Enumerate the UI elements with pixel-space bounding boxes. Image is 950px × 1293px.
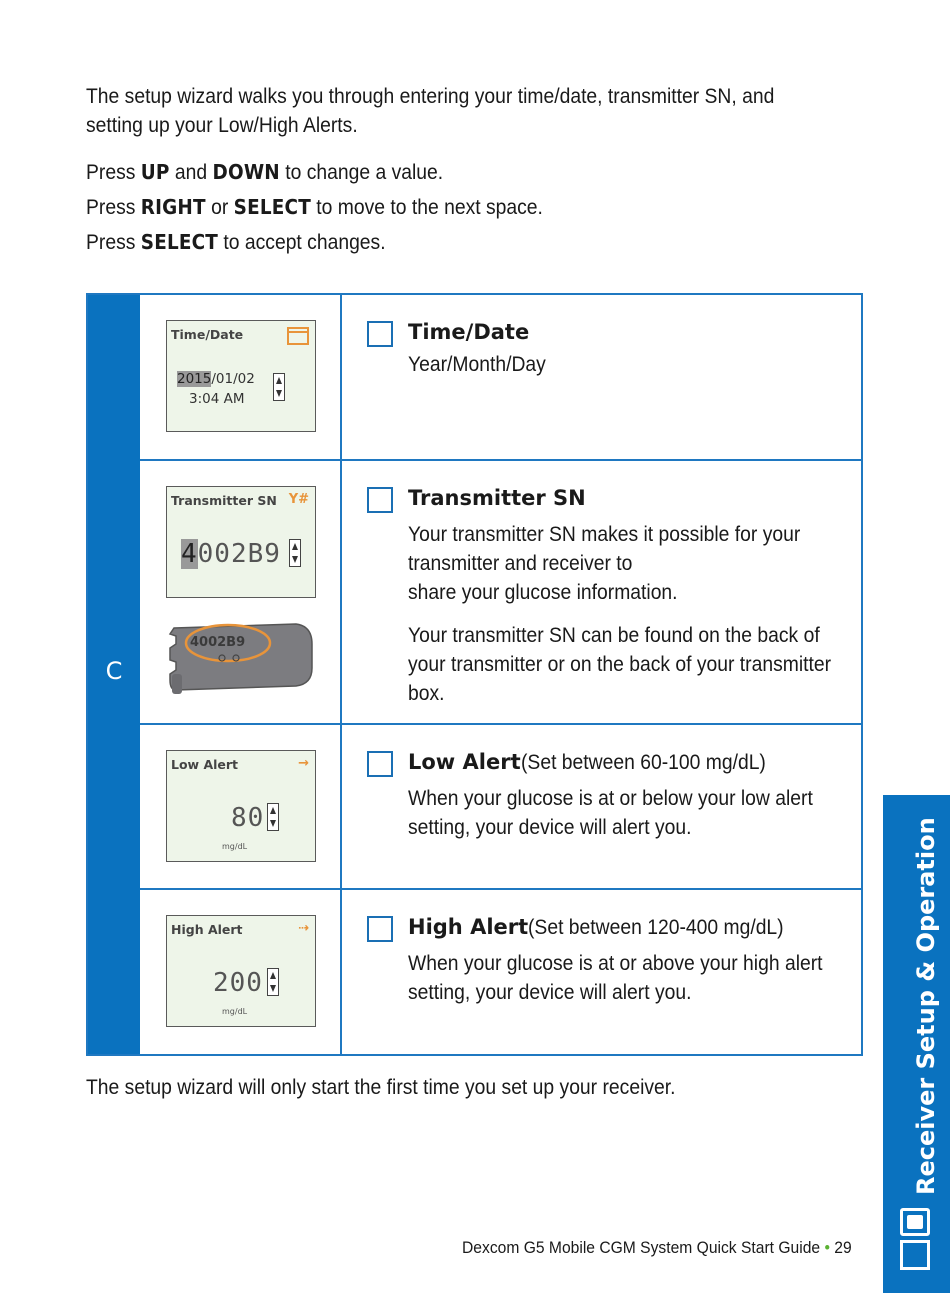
screen-image-cell	[140, 295, 342, 459]
setup-steps-table	[86, 293, 863, 1056]
receiver-screen-time-date	[166, 320, 316, 432]
step-text-cell	[342, 725, 863, 888]
intro-text	[86, 82, 785, 263]
month-day-value: /01/02	[211, 371, 255, 387]
screen-title: Transmitter SN	[171, 493, 277, 508]
text: Press	[86, 196, 141, 219]
sn-rest: 002B9	[197, 539, 281, 569]
step-label: C	[105, 657, 123, 685]
keyword-up: UP	[140, 160, 170, 184]
title-text: High Alert	[408, 915, 529, 939]
up-down-arrows-icon	[273, 373, 285, 401]
screen-title: Time/Date	[171, 327, 244, 342]
description-line: Year/Month/Day	[408, 353, 546, 376]
year-value: 2015	[177, 371, 212, 387]
description-line: share your glucose information.	[408, 581, 678, 604]
receiver-screen-high-alert	[166, 915, 316, 1027]
date-value	[177, 371, 255, 387]
page-number: 29	[834, 1238, 852, 1257]
checkbox-icon[interactable]	[367, 751, 393, 777]
screen-title: High Alert	[171, 922, 243, 937]
up-down-arrows-icon	[267, 968, 279, 996]
antenna-icon: Y#	[288, 492, 309, 507]
unit-label: mg/dL	[222, 842, 248, 851]
step-row-time-date	[140, 295, 863, 461]
transmitter-device-image	[166, 614, 316, 700]
text: Press	[86, 231, 141, 254]
receiver-screen-low-alert	[166, 750, 316, 862]
time-value: 3:04 AM	[189, 391, 245, 407]
description-line: Your transmitter SN makes it possible for your transmitter and receiver to	[408, 523, 801, 575]
keyword-down: DOWN	[212, 160, 280, 184]
keyword-select: SELECT	[140, 230, 219, 254]
footer-bullet: •	[824, 1238, 830, 1257]
description-paragraph: Your transmitter SN can be found on the back of your transmitter or on the back of your transmitter box.	[408, 624, 832, 705]
text: to change a value.	[279, 161, 444, 184]
description-line: When your glucose is at or below your low alert setting, your device will alert you.	[408, 787, 813, 839]
up-down-arrows-icon	[289, 539, 301, 567]
low-alert-arrow-icon: →	[298, 756, 309, 771]
checkbox-icon[interactable]	[367, 321, 393, 347]
text: or	[205, 196, 234, 219]
step-title	[408, 915, 806, 940]
page-footer	[462, 1238, 852, 1258]
receiver-icon	[900, 1208, 930, 1236]
title-qualifier: (Set between 120-400 mg/dL)	[528, 916, 784, 939]
screen-image-cell	[140, 890, 342, 1056]
alert-value: 80	[231, 803, 265, 833]
alert-value: 200	[213, 968, 263, 998]
unit-label: mg/dL	[222, 1007, 248, 1016]
outro-text: The setup wizard will only start the first time you set up your receiver.	[86, 1076, 676, 1099]
footer-title: Dexcom G5 Mobile CGM System Quick Start Guide	[462, 1238, 821, 1257]
up-down-arrows-icon	[267, 803, 279, 831]
checkbox-icon[interactable]	[367, 916, 393, 942]
step-text-cell	[342, 295, 863, 459]
intro-paragraph: The setup wizard walks you through entering your time/date, transmitter SN, and setting up your Low/High Alerts.	[86, 85, 775, 137]
step-row-high-alert	[140, 890, 863, 1056]
title-text: Time/Date	[408, 320, 530, 344]
screen-title: Low Alert	[171, 757, 239, 772]
step-description	[408, 520, 840, 708]
step-title	[408, 750, 787, 775]
step-description	[408, 784, 840, 842]
title-text: Transmitter SN	[408, 486, 586, 510]
screen-image-cell	[140, 725, 342, 888]
step-column	[88, 295, 140, 1054]
step-text-cell	[342, 461, 863, 723]
title-text: Low Alert	[408, 750, 521, 774]
device-sn-label: 4002B9	[190, 635, 246, 650]
keyword-right: RIGHT	[140, 195, 206, 219]
instruction-line-3	[86, 228, 785, 257]
sn-first-digit: 4	[181, 539, 198, 569]
step-description	[408, 350, 840, 379]
instruction-line-2	[86, 193, 785, 222]
text: and	[169, 161, 213, 184]
section-tab-label: Receiver Setup & Operation	[912, 817, 940, 1195]
high-alert-arrow-icon: ⇢	[298, 921, 309, 936]
step-row-transmitter-sn	[140, 461, 863, 725]
square-icon	[900, 1240, 930, 1270]
calendar-icon	[287, 327, 309, 345]
description-line: When your glucose is at or above your high alert setting, your device will alert you.	[408, 952, 823, 1004]
sn-value	[181, 539, 281, 569]
title-qualifier: (Set between 60-100 mg/dL)	[520, 751, 766, 774]
text: Press	[86, 161, 141, 184]
text: to accept changes.	[218, 231, 386, 254]
step-text-cell	[342, 890, 863, 1056]
screen-image-cell	[140, 461, 342, 723]
checkbox-icon[interactable]	[367, 487, 393, 513]
step-description	[408, 949, 840, 1007]
step-title	[408, 486, 586, 510]
text: to move to the next space.	[310, 196, 543, 219]
step-row-low-alert	[140, 725, 863, 890]
instruction-line-1	[86, 158, 785, 187]
receiver-screen-transmitter-sn	[166, 486, 316, 598]
step-title	[408, 320, 529, 344]
keyword-select: SELECT	[233, 195, 311, 219]
